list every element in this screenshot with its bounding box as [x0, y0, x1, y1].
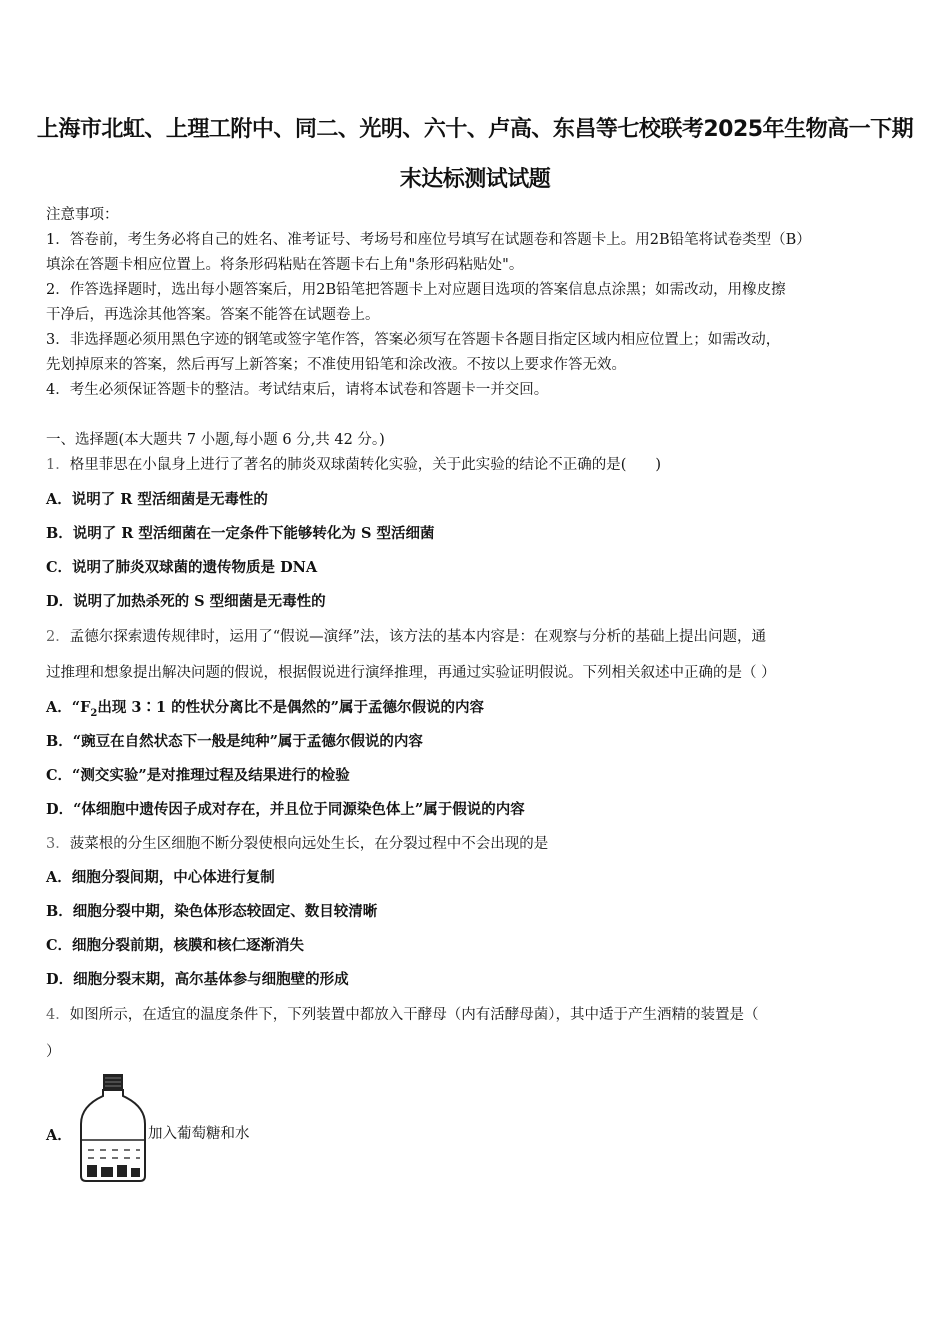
question-2 [46, 625, 906, 646]
option-d: D．说明了加热杀死的 S 型细菌是无毒性的 [46, 593, 326, 610]
exam-title-line1: 上海市北虹、上理工附中、同二、光明、六十、卢高、东昌等七校联考2025年生物高一下期 [36, 117, 914, 142]
question-4 [46, 1003, 906, 1024]
question-number: 3． [46, 836, 70, 852]
notice-line: 4．考生必须保证答题卡的整洁。考试结束后，请将本试卷和答题卡一并交回。 [46, 382, 549, 398]
notice-line: 干净后，再选涂其他答案。答案不能答在试题卷上。 [46, 307, 380, 323]
question-text: 孟德尔探索遗传规律时，运用了“假说—演绎”法，该方法的基本内容是：在观察与分析的基础上提出问题，通 [69, 629, 767, 645]
question-2-cont: 过推理和想象提出解决问题的假说，根据假说进行演绎推理，再通过实验证明假说。下列相关叙述中正确的是（ ） [46, 665, 776, 681]
exam-title-line2: 末达标测试试题 [399, 167, 551, 192]
option-a-label: A． [46, 1127, 72, 1144]
question-number: 1． [46, 457, 70, 473]
option-a: A．说明了 R 型活细菌是无毒性的 [46, 491, 268, 508]
option-a: A．细胞分裂间期，中心体进行复制 [46, 869, 275, 886]
option-b: B．“豌豆在自然状态下一般是纯种”属于孟德尔假说的内容 [46, 733, 423, 750]
notice-line: 填涂在答题卡相应位置上。将条形码粘贴在答题卡右上角"条形码粘贴处"。 [46, 257, 524, 273]
question-3 [46, 832, 906, 853]
notice-line: 2．作答选择题时，选出每小题答案后，用2B铅笔把答题卡上对应题目选项的答案信息点涂黑；如需改动，用橡皮擦 [46, 282, 786, 298]
notice-line: 先划掉原来的答案，然后再写上新答案；不准使用铅笔和涂改液。不按以上要求作答无效。 [46, 357, 626, 373]
option-a-pre: A．“F [46, 699, 91, 716]
option-d: D．“体细胞中遗传因子成对存在，并且位于同源染色体上”属于假说的内容 [46, 801, 525, 818]
option-c: C．细胞分裂前期，核膜和核仁逐渐消失 [46, 937, 305, 954]
question-1 [46, 453, 906, 474]
subscript: 2 [90, 707, 98, 719]
notice-line: 3．非选择题必须用黑色字迹的钢笔或签字笔作答，答案必须写在答题卡各题目指定区域内相应位置上；如需改动， [46, 332, 781, 348]
option-c: C．说明了肺炎双球菌的遗传物质是 DNA [46, 559, 318, 576]
bottle-apparatus-figure [78, 1072, 148, 1184]
option-b: B．说明了 R 型活细菌在一定条件下能够转化为 S 型活细菌 [46, 525, 435, 542]
option-c: C．“测交实验”是对推理过程及结果进行的检验 [46, 767, 350, 784]
question-4-cont: ） [46, 1044, 61, 1060]
option-a-post: 出现 3∶1 的性状分离比不是偶然的”属于孟德尔假说的内容 [97, 699, 484, 716]
option-a [46, 696, 906, 719]
question-text: 格里菲思在小鼠身上进行了著名的肺炎双球菌转化实验，关于此实验的结论不正确的是( ) [69, 457, 662, 473]
question-text: 如图所示，在适宜的温度条件下，下列装置中都放入干酵母（内有活酵母菌），其中适于产生酒精的装置是（ [69, 1007, 759, 1023]
question-number: 2． [46, 629, 70, 645]
figure-label: 加入葡萄糖和水 [148, 1126, 250, 1142]
section-heading: 一、选择题(本大题共 7 小题,每小题 6 分,共 42 分。) [46, 432, 385, 448]
question-number: 4． [46, 1007, 70, 1023]
question-text: 菠菜根的分生区细胞不断分裂使根向远处生长，在分裂过程中不会出现的是 [69, 836, 549, 852]
option-d: D．细胞分裂末期，高尔基体参与细胞壁的形成 [46, 971, 349, 988]
option-b: B．细胞分裂中期，染色体形态较固定、数目较清晰 [46, 903, 378, 920]
notice-header: 注意事项： [46, 207, 119, 223]
notice-line: 1．答卷前，考生务必将自己的姓名、准考证号、考场号和座位号填写在试题卷和答题卡上。用2B铅笔将试卷类型（B） [46, 232, 811, 248]
